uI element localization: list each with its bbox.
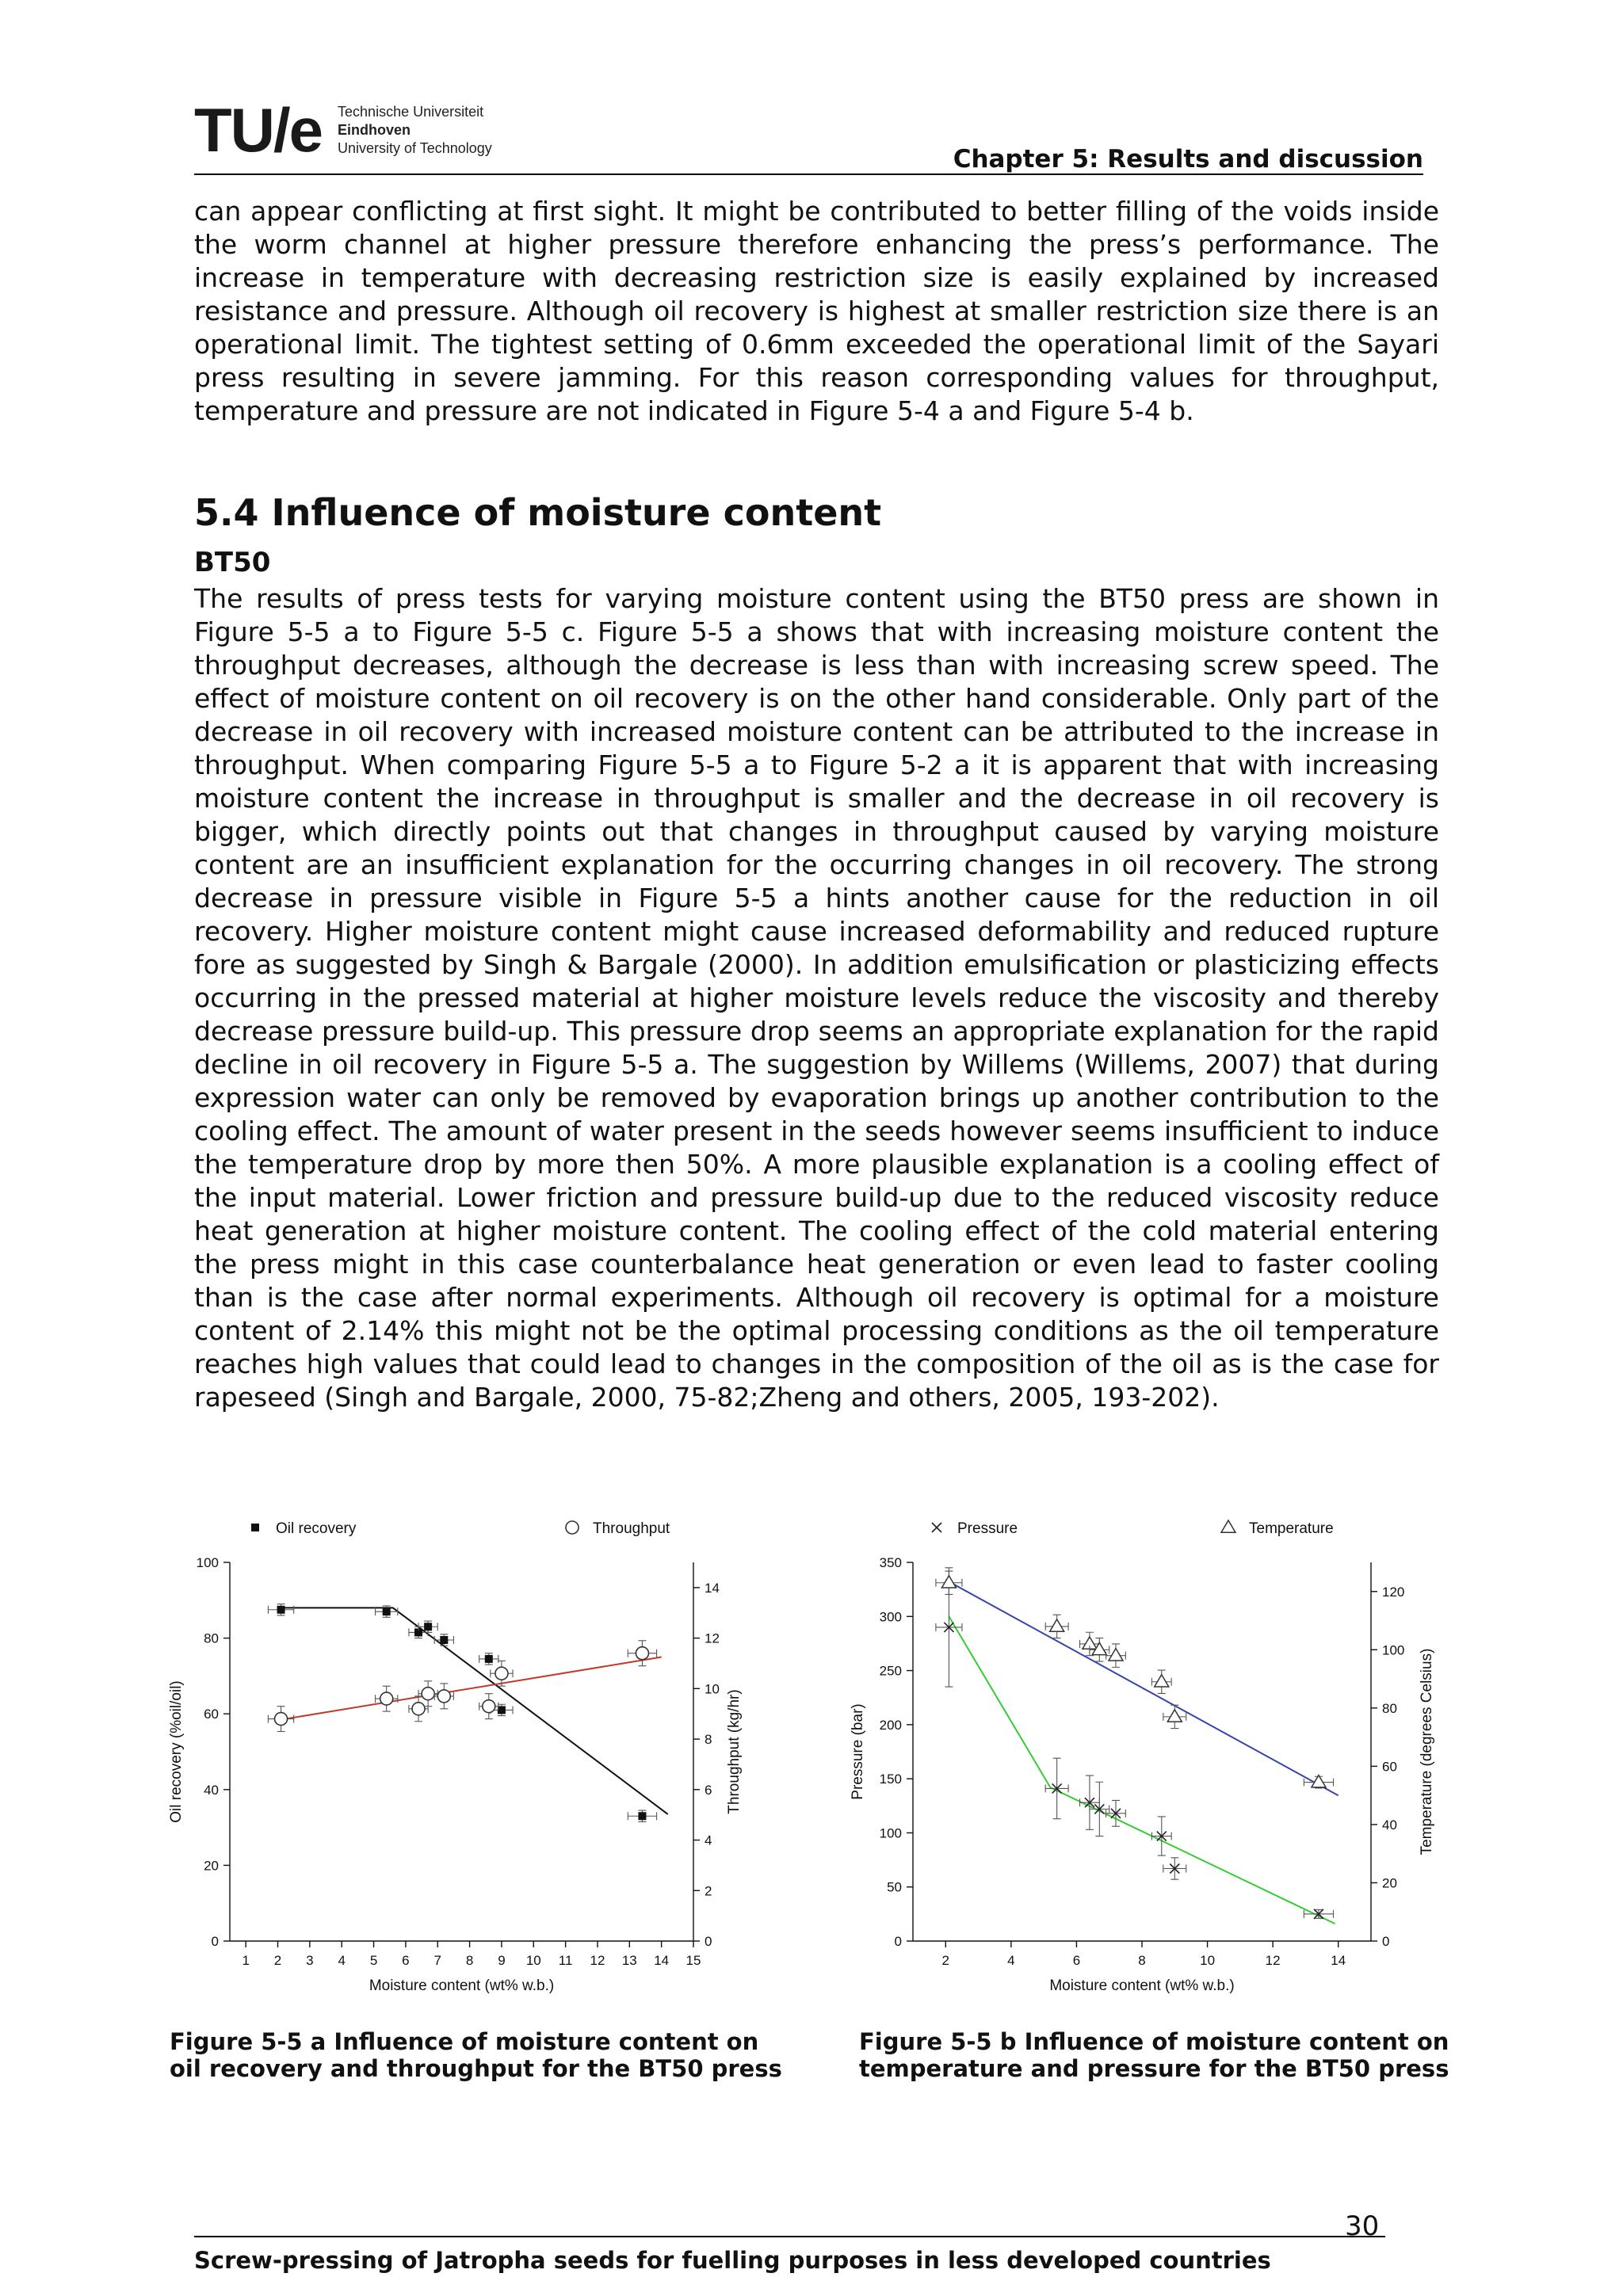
x-tick-label: 6 [402,1953,410,1968]
x-tick-label: 10 [525,1953,541,1968]
y-tick-label-right: 0 [705,1934,712,1949]
x-tick-label: 12 [590,1953,605,1968]
chart-a-svg [158,1497,745,2004]
y-tick-label-right: 80 [1382,1700,1397,1716]
y-tick-label-left: 100 [196,1555,219,1570]
x-tick-label: 14 [1331,1953,1346,1968]
y-tick-label-left: 350 [879,1555,902,1570]
logo-text [338,103,492,158]
section-title: 5.4 Influence of moisture content [194,491,882,534]
y-tick-label-right: 4 [705,1833,712,1848]
data-point-temperature [1167,1710,1182,1722]
y-tick-label-left: 300 [879,1609,902,1625]
y-tick-label-left: 50 [887,1879,902,1895]
y-tick-label-left: 100 [879,1825,902,1841]
y-axis-label-right: Temperature (degrees Celsius) [1419,1648,1435,1855]
legend-label: Temperature [1249,1520,1334,1537]
y-tick-label-left: 20 [204,1858,219,1874]
logo-mark: TU/e [194,95,323,165]
data-point-throughput [483,1700,495,1713]
y-tick-label-right: 100 [1382,1642,1405,1658]
x-tick-label: 12 [1265,1953,1281,1968]
y-tick-label-left: 0 [894,1934,902,1949]
university-logo [194,95,492,165]
y-tick-label-left: 250 [879,1663,902,1679]
subsection-title: BT50 [194,547,271,578]
legend-marker [932,1523,941,1532]
data-point-temperature [941,1576,956,1588]
paragraph-continuation: can appear conflicting at first sight. It might be contributed to better filling of the voids inside the worm channel at higher pressure therefore enhancing the press’s performance. The increase in temperature with decreasing restriction size is easily explained by increased resistance and pressure. Although oil recovery is highest at smaller restriction size there is an operational limit. The tightest setting of 0.6mm exceeded the operational limit of the Sayari press resulting in severe jamming. For this reason corresponding values for throughput, temperature and pressure are not indicated in Figure 5-4 a and Figure 5-4 b. [194,196,1439,426]
x-axis-label: Moisture content (wt% w.b.) [1049,1978,1235,1994]
header-rule [194,174,1423,175]
page-number: 30 [1345,2210,1380,2242]
data-point-temperature [1109,1649,1123,1661]
data-point-throughput [636,1647,648,1660]
x-tick-label: 4 [1007,1953,1015,1968]
y-tick-label-left: 150 [879,1772,902,1787]
x-tick-label: 7 [433,1953,441,1968]
legend-label: Throughput [593,1520,670,1537]
y-tick-label-left: 40 [204,1782,219,1798]
y-axis-label-left: Pressure (bar) [850,1703,866,1800]
y-tick-label-right: 6 [705,1782,712,1798]
x-tick-label: 11 [558,1953,573,1968]
data-point-oil-recovery [424,1623,432,1630]
data-point-oil-recovery [440,1636,448,1644]
data-point-oil-recovery [277,1606,285,1614]
y-tick-label-right: 20 [1382,1875,1397,1891]
x-tick-label: 2 [273,1953,282,1968]
y-tick-label-right: 12 [705,1630,720,1646]
x-tick-label: 6 [1072,1953,1081,1968]
data-point-temperature [1050,1619,1064,1631]
y-tick-label-left: 200 [879,1717,902,1733]
logo-line-1: Technische Universiteit [338,103,484,120]
x-tick-label: 8 [465,1953,474,1968]
legend-marker [1221,1520,1235,1532]
x-tick-label: 14 [654,1953,670,1968]
y-tick-label-right: 120 [1382,1584,1405,1600]
legend-label: Oil recovery [276,1520,357,1537]
y-tick-label-right: 2 [705,1883,712,1899]
data-point-temperature [1155,1675,1169,1687]
y-tick-label-right: 0 [1382,1934,1390,1949]
data-point-throughput [412,1703,425,1715]
caption-figure-5-5b: Figure 5-5 b Influence of moisture content on temperature and pressure for the BT50 press [859,2028,1449,2082]
data-point-throughput [380,1692,393,1705]
legend-marker [251,1524,259,1531]
data-point-throughput [422,1688,434,1700]
data-point-throughput [495,1667,508,1680]
x-tick-label: 10 [1200,1953,1216,1968]
y-axis-label-left: Oil recovery (%oil/oil) [168,1680,185,1823]
x-tick-label: 2 [941,1953,950,1968]
data-point-throughput [437,1690,450,1703]
y-tick-label-right: 10 [705,1681,720,1697]
fit-line-oil-recovery [281,1608,668,1814]
data-point-throughput [275,1713,288,1726]
x-tick-label: 15 [685,1953,701,1968]
figure-5-5a-chart [158,1497,745,2004]
x-tick-label: 5 [369,1953,378,1968]
paragraph-bt50: The results of press tests for varying moisture content using the BT50 press are shown in Figure 5-5 a to Figure 5-5 c. Figure 5-5 a shows that with increasing moisture content the throughput decreases, although the decrease is less than with increasing screw speed. The effect of moisture content on oil recovery is on the other hand considerable. Only part of the decrease in oil recovery with increased moisture content can be attributed to the increase in throughput. When comparing Figure 5-5 a to Figure 5-2 a it is apparent that with increasing moisture content the increase in throughput is smaller and the decrease in oil recovery is bigger, which directly points out that changes in throughput caused by varying moisture content are an insufficient explanation for the occurring changes in oil recovery. The strong decrease in pressure visible in Figure 5-5 a hints another cause for the reduction in oil recovery. Higher moisture content might cause increased deformability and reduced rupture fore as suggested by Singh & Bargale (2000). In addition emulsification or plasticizing effects occurring in the pressed material at higher moisture levels reduce the viscosity and thereby decrease pressure build-up. This pressure drop seems an appropriate explanation for the rapid decline in oil recovery in Figure 5-5 a. The suggestion by Willems (Willems, 2007) that during expression water can only be removed by evaporation brings up another contribution to the cooling effect. The amount of water present in the seeds however seems insufficient to induce the temperature drop by more then 50%. A more plausible explanation is a cooling effect of the input material. Lower friction and pressure build-up due to the reduced viscosity reduce heat generation at higher moisture content. The cooling effect of the cold material entering the press might in this case counterbalance heat generation or even lead to faster cooling than is the case after normal experiments. Although oil recovery is optimal for a moisture content of 2.14% this might not be the optimal processing conditions as the oil temperature reaches high values that could lead to changes in the composition of the oil as is the case for rapeseed (Singh and Bargale, 2000, 75-82;Zheng and others, 2005, 193-202). [194,583,1439,1413]
x-axis-label: Moisture content (wt% w.b.) [369,1978,555,1994]
y-tick-label-left: 0 [211,1934,219,1949]
legend-marker [566,1521,579,1534]
legend-label: Pressure [957,1520,1018,1537]
x-tick-label: 13 [621,1953,637,1968]
data-point-oil-recovery [638,1812,646,1820]
footer-rule [194,2236,1385,2237]
data-point-oil-recovery [383,1608,391,1615]
caption-figure-5-5a: Figure 5-5 a Influence of moisture content on oil recovery and throughput for the BT50 press [170,2028,782,2082]
x-tick-label: 8 [1138,1953,1146,1968]
y-axis-label-right: Throughput (kg/hr) [726,1689,743,1814]
x-tick-label: 1 [242,1953,250,1968]
chapter-header: Chapter 5: Results and discussion [953,145,1423,174]
y-tick-label-left: 60 [204,1707,219,1722]
data-point-oil-recovery [485,1655,493,1663]
y-tick-label-left: 80 [204,1630,219,1646]
chart-b-svg [840,1497,1458,2004]
fit-line-temperature [945,1580,1338,1795]
fit-line-throughput [278,1657,662,1721]
x-tick-label: 9 [498,1953,506,1968]
figure-5-5b-chart [840,1497,1458,2004]
x-tick-label: 4 [338,1953,346,1968]
y-tick-label-right: 40 [1382,1817,1397,1833]
fit-line-pressure [949,1616,1335,1924]
x-tick-label: 3 [306,1953,314,1968]
logo-line-3: University of Technology [338,139,492,156]
y-tick-label-right: 8 [705,1732,712,1748]
logo-line-2: Eindhoven [338,121,411,138]
y-tick-label-right: 14 [705,1580,720,1596]
footer-title: Screw-pressing of Jatropha seeds for fuelling purposes in less developed countries [194,2247,1271,2274]
y-tick-label-right: 60 [1382,1759,1397,1775]
